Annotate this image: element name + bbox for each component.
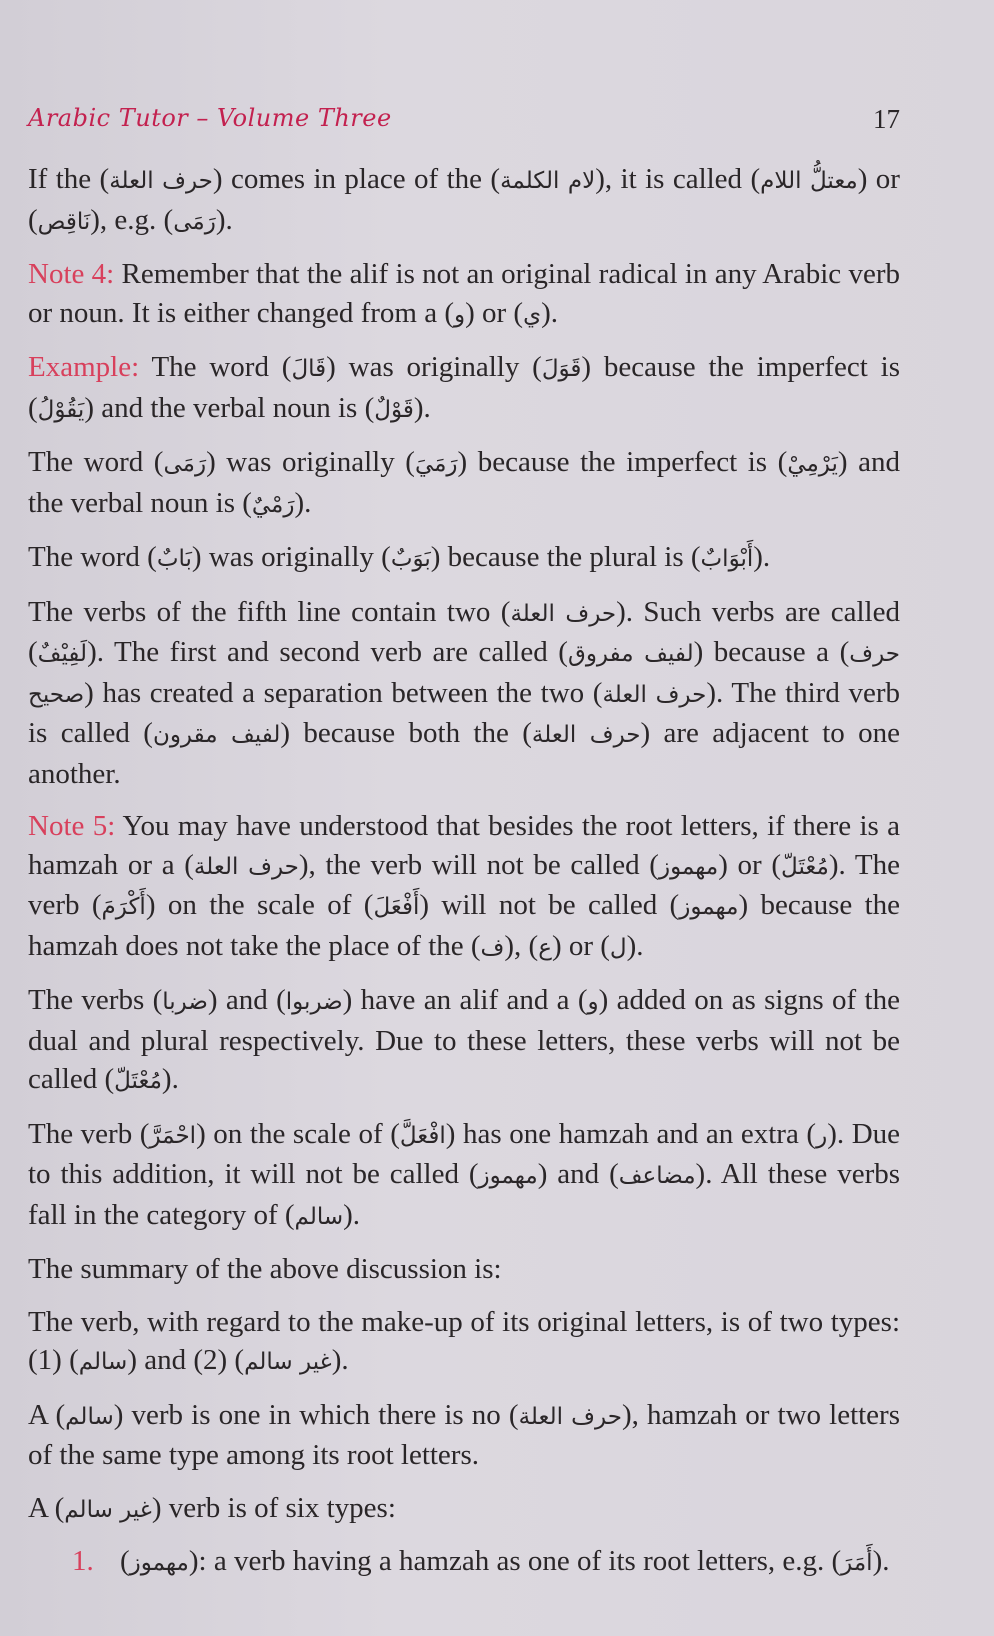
text-run: ). <box>753 541 771 573</box>
numbered-list <box>72 1542 900 1583</box>
paragraph <box>28 160 900 241</box>
text-run: A ( <box>28 1398 66 1431</box>
text-run: The word ( <box>28 446 164 478</box>
list-item-number: 1. <box>72 1545 94 1577</box>
arabic-term: حرف العلة <box>531 722 641 748</box>
arabic-term: مهموز <box>658 853 719 880</box>
text-run: ) on the scale of ( <box>196 1117 400 1150</box>
arabic-term: أَكْرَمَ <box>101 894 146 920</box>
paragraph <box>28 1303 900 1382</box>
arabic-term: مهموز <box>478 1163 538 1189</box>
arabic-term: مُعْتَلّ <box>781 853 829 880</box>
arabic-term: يَقُوْلُ <box>37 396 85 423</box>
text-run: ), it is called ( <box>595 163 761 195</box>
arabic-term: لَفِيْفٌ <box>37 641 88 667</box>
arabic-term: بَابٌ <box>156 546 192 572</box>
text-run: ) or ( <box>551 929 610 962</box>
arabic-term: أَمَرَ <box>841 1550 873 1576</box>
arabic-term: مضاعف <box>618 1163 696 1189</box>
text-run: The verbs of the fifth line contain two ( <box>28 595 511 628</box>
text-run: ). <box>343 1198 361 1231</box>
arabic-term: ل <box>609 934 627 961</box>
text-run: ) on the scale of ( <box>145 889 374 921</box>
text-run: ) verb is of six types: <box>151 1491 396 1524</box>
paragraph <box>28 1115 900 1237</box>
text-run: ) because the plural is ( <box>430 541 701 573</box>
arabic-term: معتلُّ اللام <box>760 168 858 194</box>
arabic-term: ضربوا <box>285 989 343 1015</box>
arabic-term: قَوَلَ <box>541 356 582 382</box>
arabic-term: حرف صحيح <box>28 641 900 708</box>
arabic-term: رَمَى <box>173 208 216 235</box>
text-run: The summary of the above discussion is: <box>28 1253 502 1285</box>
arabic-term: مهموز <box>129 1550 189 1576</box>
text-run: ) will not be called ( <box>419 889 680 921</box>
text-run: The verbs ( <box>28 984 163 1016</box>
text-run: ) verb is one in which there is no ( <box>113 1398 519 1431</box>
text-run: ) was originally ( <box>326 351 542 383</box>
text-run: ). Due to this addition, it will not be called ( <box>28 1117 901 1190</box>
paragraph <box>28 1489 900 1530</box>
page-number: 17 <box>873 104 900 134</box>
running-title: Arabic Tutor – Volume Three <box>28 104 392 132</box>
paragraph <box>28 443 900 524</box>
text-run: ), ( <box>504 929 539 962</box>
text-run: The word ( <box>28 541 157 573</box>
text-run: ), hamzah or two letters of the same type among its root letters. <box>28 1398 900 1471</box>
text-run: ), e.g. ( <box>90 203 174 236</box>
arabic-term: افْعَلَّ <box>399 1122 446 1149</box>
text-run: ) added on as signs of the dual and plural respectively. Due to these letters, these verbs will not be called ( <box>28 984 900 1095</box>
arabic-term: سالم <box>294 1203 344 1230</box>
text-run: ) because the imperfect is ( <box>28 351 901 424</box>
arabic-term: ي <box>523 301 542 328</box>
text-run: ( <box>120 1545 130 1577</box>
text-run: ) and (2) ( <box>127 1344 245 1376</box>
text-run: ). <box>294 486 312 519</box>
text-run: The verb, with regard to the make-up of its original letters, is of two types: (1) ( <box>28 1305 900 1376</box>
arabic-term: غير سالم <box>244 1349 332 1375</box>
arabic-term: مهموز <box>679 894 739 920</box>
arabic-term: لام الكلمة <box>500 168 596 194</box>
text-run: ) because the hamzah does not take the place of the ( <box>28 889 901 962</box>
text-run: ). <box>413 391 431 424</box>
arabic-term: بَوَبٌ <box>390 546 431 572</box>
text-run: ) or ( <box>28 163 900 236</box>
note-label: Note 5: <box>28 810 116 842</box>
text-run: You may have understood that besides the root letters, if there is a hamzah or a ( <box>28 810 900 881</box>
text-run: ). <box>331 1344 349 1376</box>
text-run: ) was originally ( <box>206 446 415 478</box>
text-run: ) because both the ( <box>280 717 532 749</box>
text-run: ) because a ( <box>693 636 850 668</box>
text-run: ). The verb ( <box>28 848 900 921</box>
text-run: ) comes in place of the ( <box>212 163 501 195</box>
text-run: ): a verb having a hamzah as one of its root letters, e.g. ( <box>188 1545 842 1577</box>
arabic-term: لفيف مقرون <box>152 722 281 748</box>
text-run: ). The first and second verb are called ( <box>87 636 568 668</box>
text-run: Remember that the alif is not an original radical in any Arabic verb or noun. It is either changed from a ( <box>28 258 900 329</box>
paragraph <box>28 981 900 1101</box>
text-run: ) has created a separation between the two ( <box>84 676 603 709</box>
text-run: ) or ( <box>718 848 782 881</box>
text-run: ) have an alif and a ( <box>342 984 588 1016</box>
text-run: ) and ( <box>207 984 286 1016</box>
text-run: ) was originally ( <box>191 541 391 573</box>
arabic-term: حرف العلة <box>193 853 299 880</box>
paragraph <box>28 807 900 967</box>
text-run: ) or ( <box>465 296 524 329</box>
text-run: ). The third verb is called ( <box>28 676 900 749</box>
text-run: ). <box>161 1063 179 1095</box>
arabic-term: لفيف مفروق <box>567 641 694 667</box>
arabic-term: غير سالم <box>64 1496 152 1523</box>
text-run: If the ( <box>28 163 110 195</box>
arabic-term: ر <box>816 1122 828 1149</box>
arabic-term: قَالَ <box>291 356 327 382</box>
arabic-term: رَمَى <box>163 451 207 477</box>
text-run: ). <box>541 296 559 329</box>
arabic-term: حرف العلة <box>510 600 617 627</box>
text-run: ) has one hamzah and an extra ( <box>445 1117 817 1150</box>
paragraph <box>28 593 900 794</box>
body-text <box>28 160 900 1543</box>
paragraph <box>28 255 900 334</box>
arabic-term: حرف العلة <box>602 681 707 708</box>
arabic-term: نَاقِص <box>37 208 91 235</box>
arabic-term: يَرْمِيْ <box>787 451 838 477</box>
text-run: ) and the verbal noun is ( <box>28 446 900 519</box>
text-run: ). <box>872 1545 890 1577</box>
arabic-term: رَمَيَ <box>414 451 458 477</box>
page-header <box>28 104 900 144</box>
arabic-term: حرف العلة <box>109 168 213 194</box>
text-run: A ( <box>28 1491 65 1524</box>
note-label: Example: <box>28 351 140 383</box>
arabic-term: ضربا <box>162 989 208 1015</box>
text-run: ), the verb will not be called ( <box>298 848 659 881</box>
text-run: ) and the verbal noun is ( <box>84 391 375 424</box>
paragraph <box>28 538 900 579</box>
arabic-term: رَمْيٌ <box>251 491 295 518</box>
arabic-term: أَبْوَابٌ <box>700 546 754 572</box>
text-run: ). All these verbs fall in the category of ( <box>28 1158 901 1231</box>
paragraph <box>28 1250 900 1289</box>
text-run: The verb ( <box>28 1117 150 1150</box>
arabic-term: أَفْعَلَ <box>373 894 420 920</box>
text-run: ). <box>626 929 644 962</box>
arabic-term: حرف العلة <box>518 1403 622 1430</box>
paragraph <box>28 1396 900 1475</box>
arabic-term: سالم <box>65 1403 114 1430</box>
arabic-term: و <box>454 301 466 328</box>
text-run: ). <box>215 203 233 236</box>
arabic-term: مُعْتَلّ <box>114 1068 162 1094</box>
text-run: The word ( <box>139 351 292 383</box>
arabic-term: قَوْلٌ <box>374 396 414 423</box>
list-item-text <box>120 1542 900 1583</box>
note-label: Note 4: <box>28 258 115 290</box>
arabic-term: سالم <box>78 1349 128 1375</box>
arabic-term: و <box>587 989 599 1015</box>
arabic-term: احْمَرَّ <box>149 1122 197 1149</box>
text-run: ) because the imperfect is ( <box>457 446 788 478</box>
text-run: ). Such verbs are called ( <box>28 595 900 668</box>
text-run: ) are adjacent to one another. <box>28 717 900 790</box>
arabic-term: ع <box>538 934 552 961</box>
arabic-term: ف <box>480 934 505 961</box>
text-run: ) and ( <box>537 1158 619 1190</box>
paragraph <box>28 348 900 429</box>
